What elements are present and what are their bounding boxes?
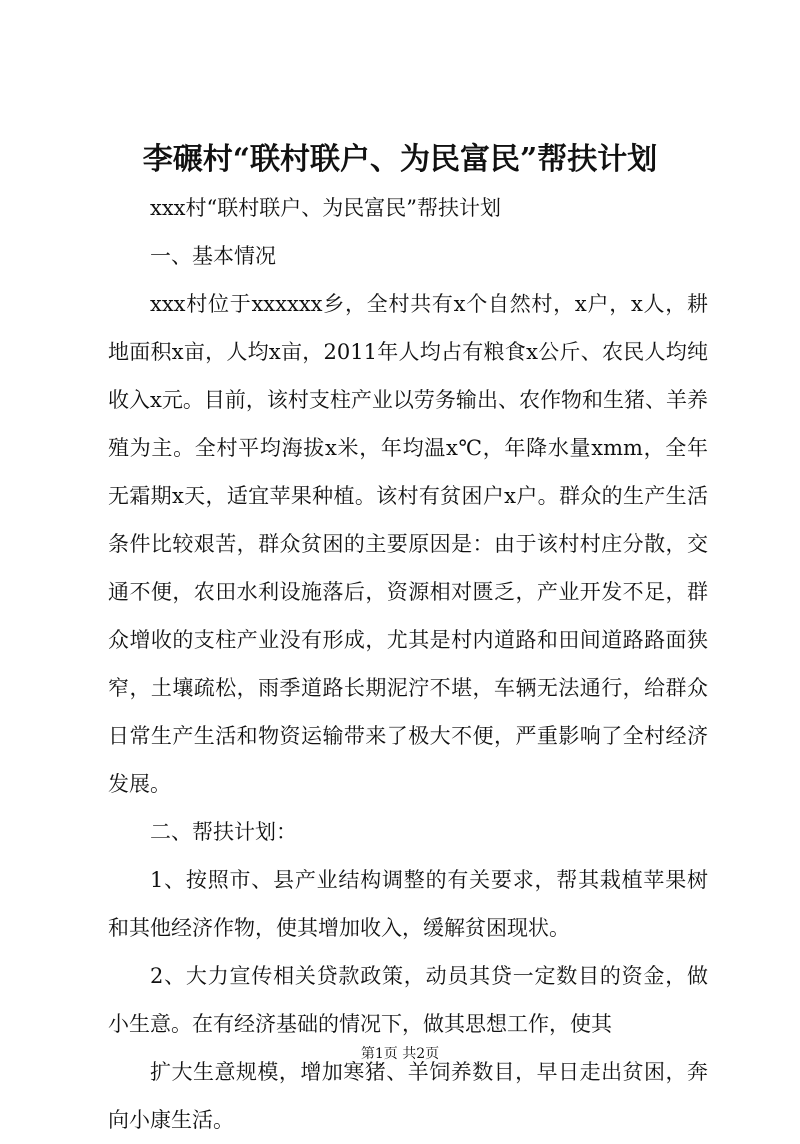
page-footer: 第1页 共2页 (360, 1046, 440, 1062)
document-title: 李碾村“联村联户、为民富民”帮扶计划 (142, 142, 658, 177)
section-heading-basic-info: 一、基本情况 (150, 244, 276, 268)
plan-item-2: 2、大力宣传相关贷款政策，动员其贷一定数目的资金，做小生意。在有经济基础的情况下，做其思想工作，使其 (108, 964, 708, 1036)
section-heading-plan: 二、帮扶计划： (150, 820, 297, 844)
plan-item-1: 1、按照市、县产业结构调整的有关要求，帮其栽植苹果树和其他经济作物，使其增加收入，缓解贫困现状。 (108, 868, 708, 940)
plan-item-2-continued: 扩大生意规模，增加寒猪、羊饲养数目，早日走出贫困，奔向小康生活。 (108, 1060, 708, 1132)
document-body (108, 184, 708, 1144)
basic-info-paragraph: xxx村位于xxxxxx乡，全村共有x个自然村，x户，x人，耕地面积x亩，人均x亩，2011年人均占有粮食x公斤、农民人均纯收入x元。目前，该村支柱产业以劳务输出、农作物和生猪、羊养殖为主。全村平均海拔x米，年均温x℃，年降水量xmm，全年无霜期x天，适宜苹果种植。该村有贫困户x户。群众的生产生活条件比较艰苦，群众贫困的主要原因是：由于该村村庄分散，交通不便，农田水利设施落后，资源相对匮乏，产业开发不足，群众增收的支柱产业没有形成，尤其是村内道路和田间道路路面狭窄，土壤疏松，雨季道路长期泥泞不堪，车辆无法通行，给群众日常生产生活和物资运输带来了极大不便，严重影响了全村经济发展。 (108, 292, 708, 796)
subtitle-paragraph: xxx村“联村联户、为民富民”帮扶计划 (150, 196, 502, 220)
